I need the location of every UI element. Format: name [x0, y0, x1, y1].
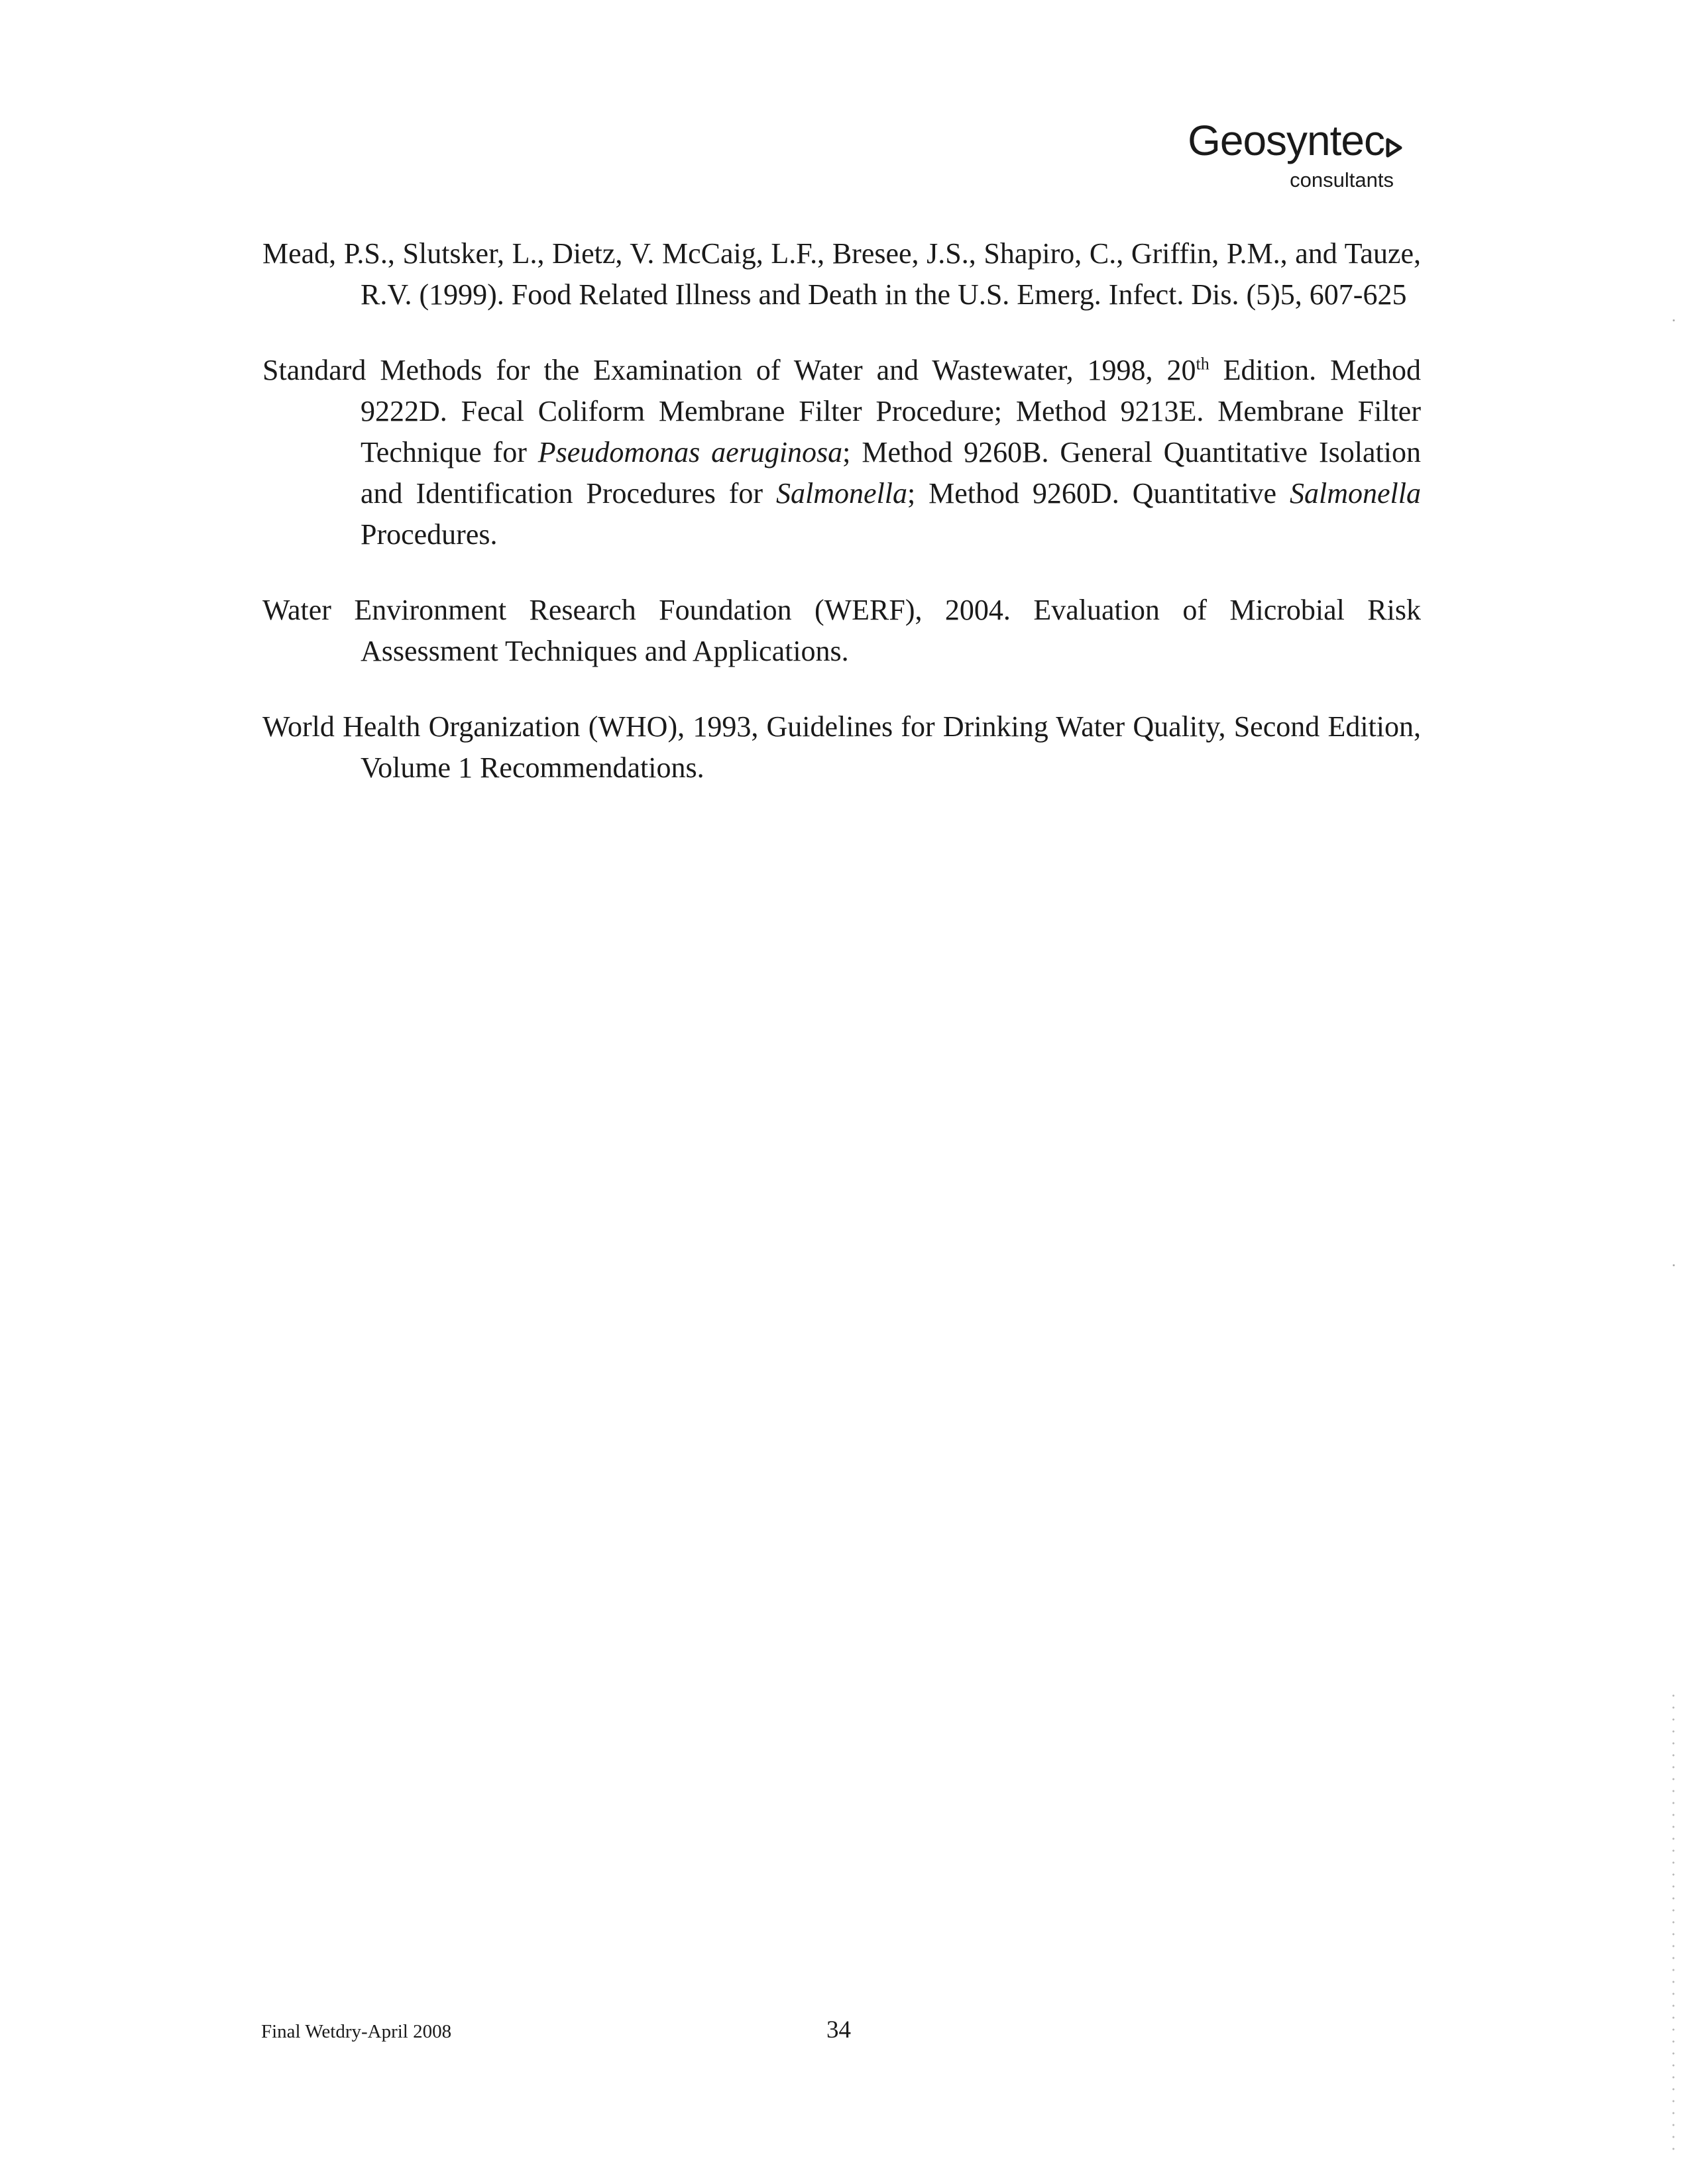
ref-italic: Salmonella — [1290, 477, 1421, 510]
page-number: 34 — [826, 2016, 851, 2044]
logo-subtitle: consultants — [1290, 168, 1394, 191]
logo-wordmark — [1188, 119, 1403, 164]
footer-document-label: Final Wetdry-April 2008 — [261, 2021, 452, 2042]
reference-standard-methods — [262, 350, 1421, 555]
ref-italic: Pseudomonas aeruginosa — [537, 436, 843, 468]
ref-text: Procedures. — [361, 518, 498, 551]
scan-edge-artifacts — [1672, 1690, 1675, 2154]
company-logo — [1188, 119, 1403, 192]
reference-list — [262, 233, 1421, 823]
ref-text: Edition. Method 9222D. Fecal Coliform Membrane Filter Procedure; Method 9213E. Membrane Filter Technique for — [361, 354, 1421, 468]
logo-name: Geosyntec — [1188, 117, 1384, 164]
reference-mead: Mead, P.S., Slutsker, L., Dietz, V. McCaig, L.F., Bresee, J.S., Shapiro, C., Griffin, P.M., and Tauze, R.V. (1999). Food Related Illness and Death in the U.S. Emerg. Infect. Dis. (5)5, 607-625 — [262, 237, 1421, 311]
ref-superscript: th — [1196, 354, 1210, 374]
logo-triangle-icon — [1386, 122, 1403, 164]
ref-italic: Salmonella — [776, 477, 907, 510]
scan-artifact — [1673, 1264, 1675, 1266]
ref-text: Standard Methods for the Examination of Water and Wastewater, 1998, 20 — [262, 354, 1196, 386]
scan-artifact — [1673, 319, 1675, 321]
reference-who: World Health Organization (WHO), 1993, Guidelines for Drinking Water Quality, Second Edition, Volume 1 Recommendations. — [262, 710, 1421, 784]
ref-text: ; Method 9260B. General Quantitative Isolation and Identification Procedures for — [361, 436, 1422, 510]
reference-werf: Water Environment Research Foundation (WERF), 2004. Evaluation of Microbial Risk Assessment Techniques and Applications. — [262, 594, 1421, 667]
ref-text: ; Method 9260D. Quantitative — [907, 477, 1290, 510]
